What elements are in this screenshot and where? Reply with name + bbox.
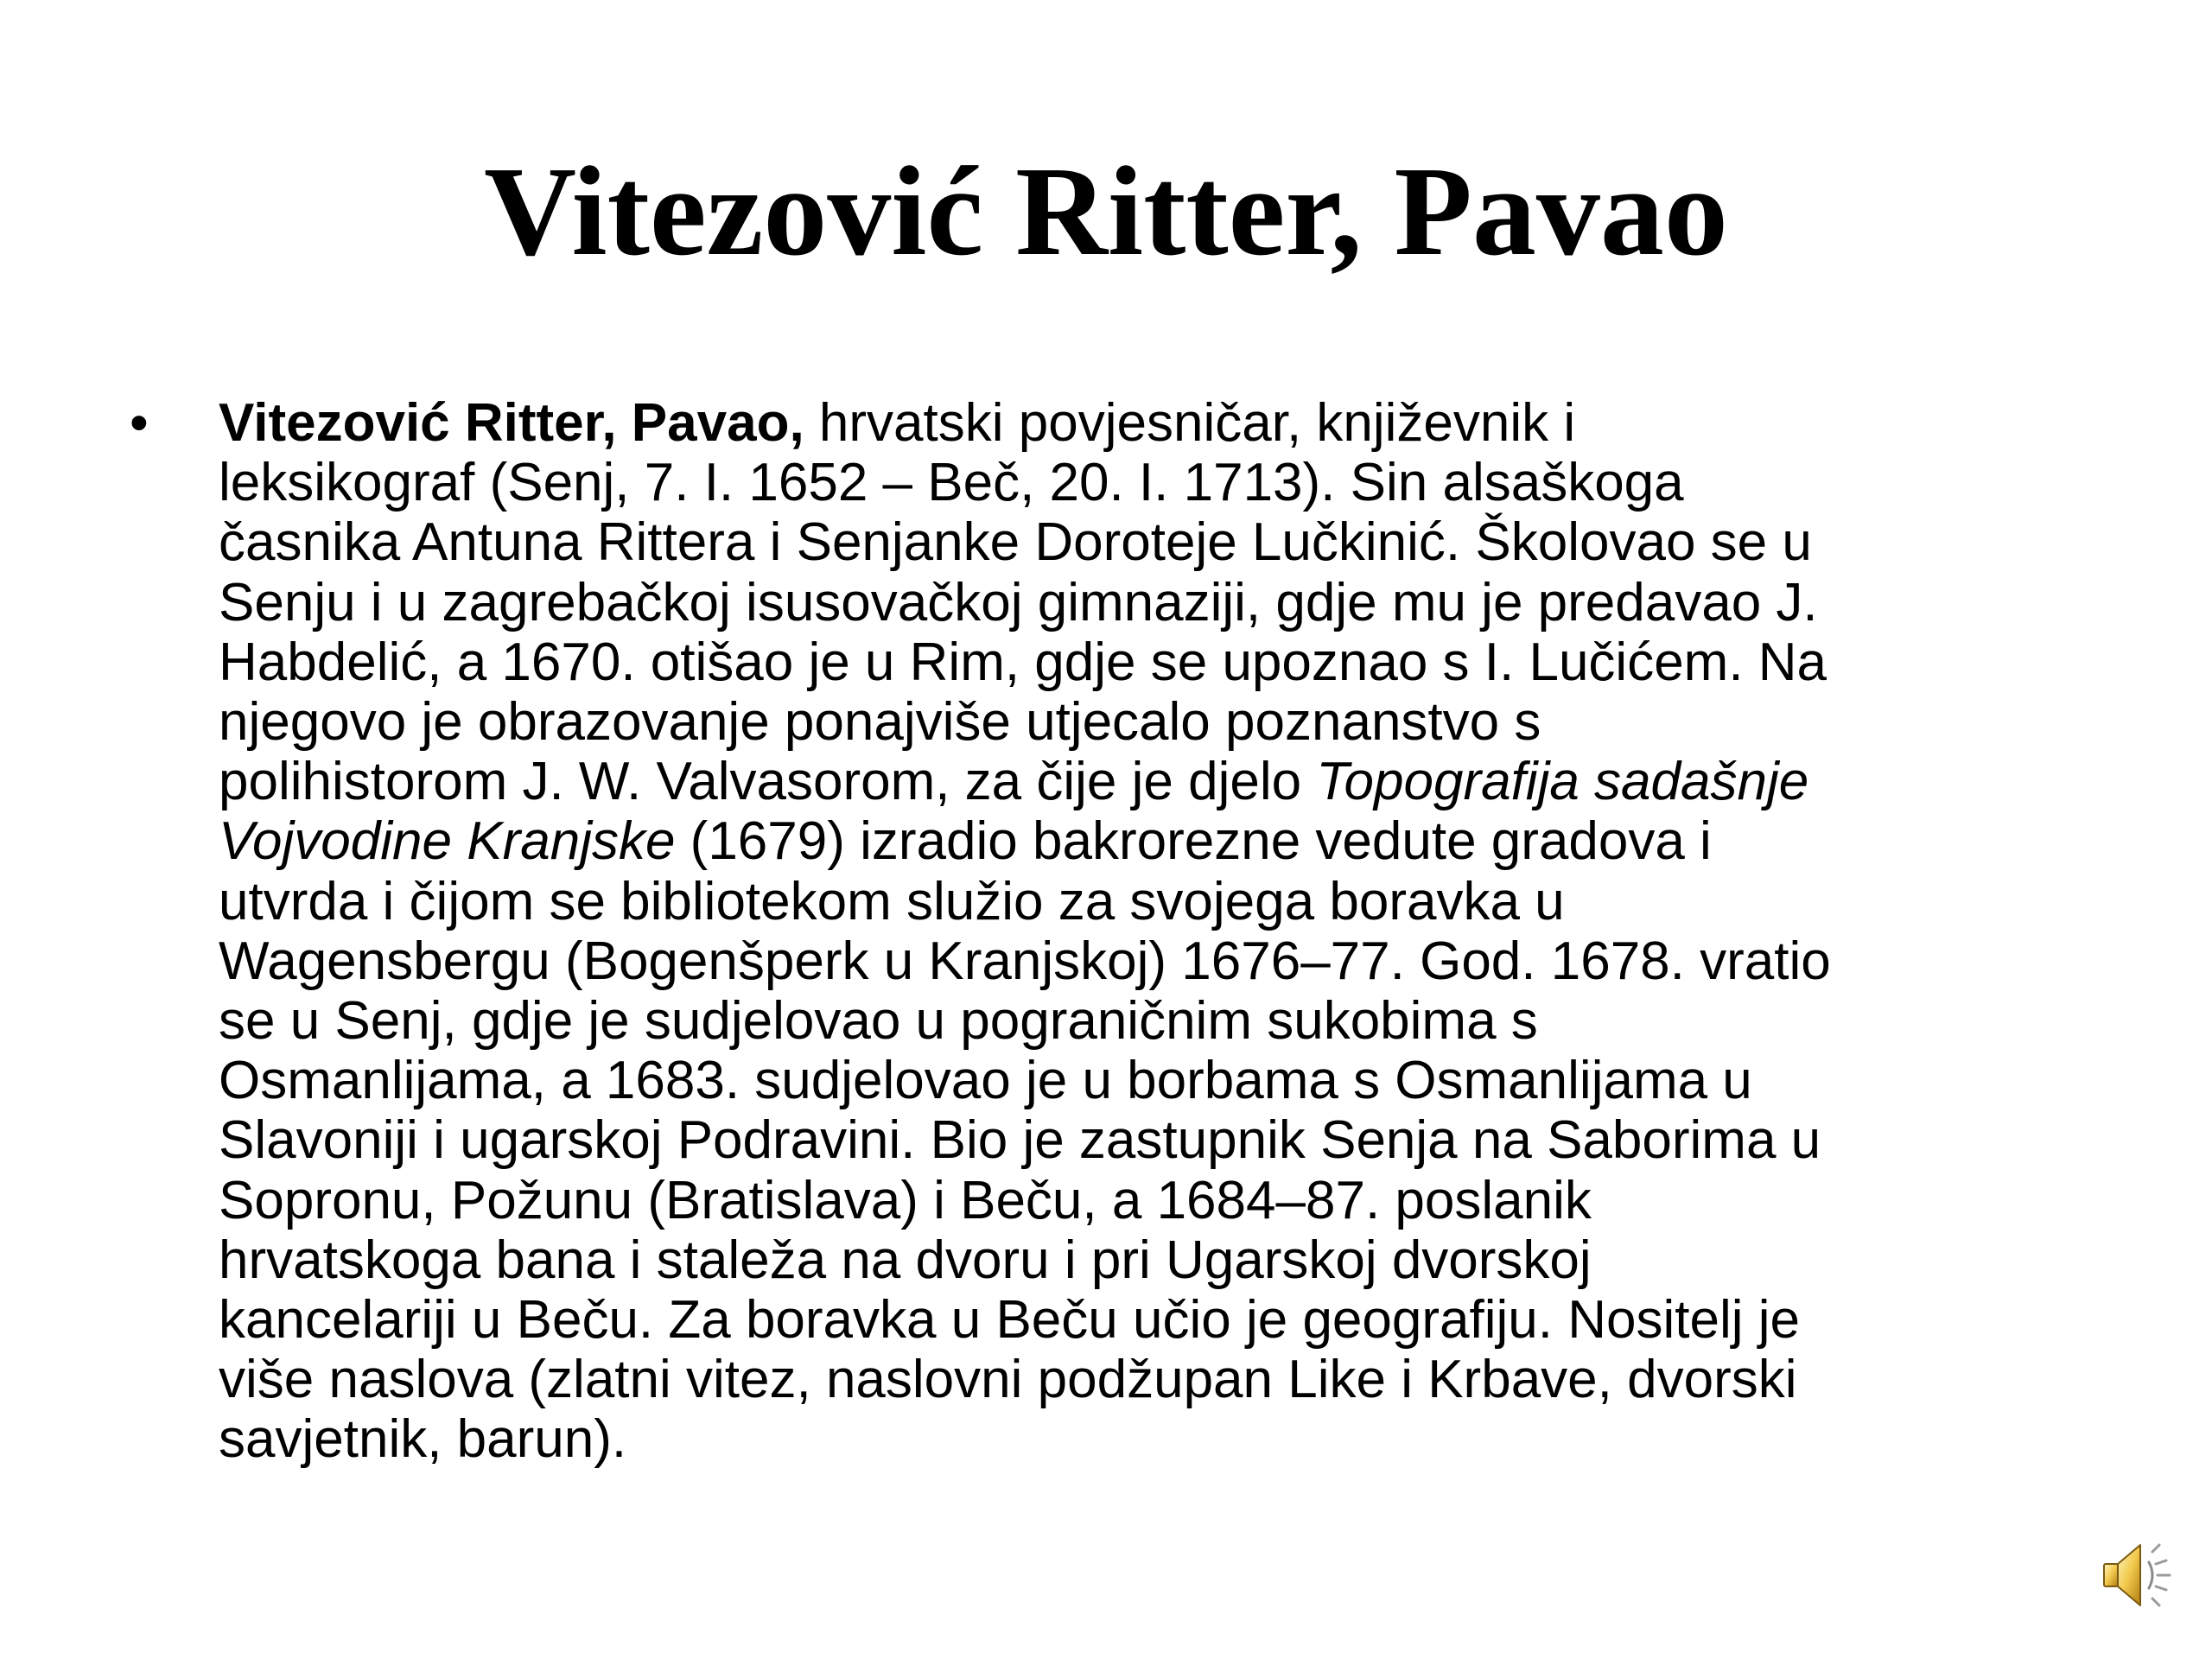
paragraph-line-1 bbox=[219, 393, 2100, 453]
paragraph-line-4: Senju i u zagrebačkoj isusovačkoj gimnaziji, gdje mu je predavao J. bbox=[219, 572, 1818, 632]
bullet-item bbox=[130, 393, 2100, 1470]
paragraph-line-9: utvrda i čijom se bibliotekom služio za svojega boravka u bbox=[219, 871, 1565, 931]
line-8-text: (1679) izradio bakrorezne vedute gradova i bbox=[675, 811, 1712, 872]
paragraph-line-13: Slavoniji i ugarskoj Podravini. Bio je zastupnik Senja na Saborima u bbox=[219, 1110, 1821, 1171]
paragraph-line-3: časnika Antuna Rittera i Senjanke Doroteje Lučkinić. Školovao se u bbox=[219, 512, 1812, 573]
paragraph-line-7 bbox=[219, 752, 2100, 811]
paragraph-line-11: se u Senj, gdje je sudjelovao u pograničnim sukobima s bbox=[219, 991, 1538, 1052]
italic-title-part-1: Topografija sadašnje bbox=[1316, 752, 1809, 812]
paragraph-line-2: leksikograf (Senj, 7. I. 1652 – Beč, 20. I. 1713). Sin alsaškoga bbox=[219, 453, 1684, 513]
paragraph-line-12: Osmanlijama, a 1683. sudjelovao je u borbama s Osmanlijama u bbox=[219, 1051, 1752, 1111]
speaker-icon[interactable] bbox=[2095, 1536, 2182, 1614]
bold-name: Vitezović Ritter, Pavao, bbox=[219, 393, 804, 453]
paragraph-line-18: savjetnik, barun). bbox=[219, 1409, 627, 1470]
paragraph-line-8 bbox=[219, 811, 2100, 871]
paragraph-line-5: Habdelić, a 1670. otišao je u Rim, gdje se upoznao s I. Lučićem. Na bbox=[219, 632, 1827, 692]
paragraph-line-6: njegovo je obrazovanje ponajviše utjecalo poznanstvo s bbox=[219, 692, 1541, 753]
slide-content bbox=[130, 393, 2100, 1470]
italic-title-part-2: Vojvodine Kranjske bbox=[219, 811, 676, 872]
line-7-text: polihistorom J. W. Valvasorom, za čije je djelo bbox=[219, 752, 1317, 812]
line-1-text: hrvatski povjesničar, književnik i bbox=[804, 393, 1576, 453]
paragraph-line-16: kancelariji u Beču. Za boravka u Beču učio je geografiju. Nositelj je bbox=[219, 1290, 1800, 1351]
paragraph-line-15: hrvatskoga bana i staleža na dvoru i pri Ugarskoj dvorskoj bbox=[219, 1230, 1592, 1290]
slide-title: Vitezović Ritter, Pavao bbox=[484, 141, 1728, 283]
paragraph-line-14: Sopronu, Požunu (Bratislava) i Beču, a 1684–87. poslanik bbox=[219, 1170, 1592, 1230]
paragraph-line-17: više naslova (zlatni vitez, naslovni podžupan Like i Krbave, dvorski bbox=[219, 1350, 1797, 1410]
paragraph-line-10: Wagensbergu (Bogenšperk u Kranjskoj) 1676–77. God. 1678. vratio bbox=[219, 931, 1831, 991]
speaker-icon-graphic bbox=[2095, 1536, 2182, 1614]
bullet-icon: • bbox=[130, 393, 149, 453]
